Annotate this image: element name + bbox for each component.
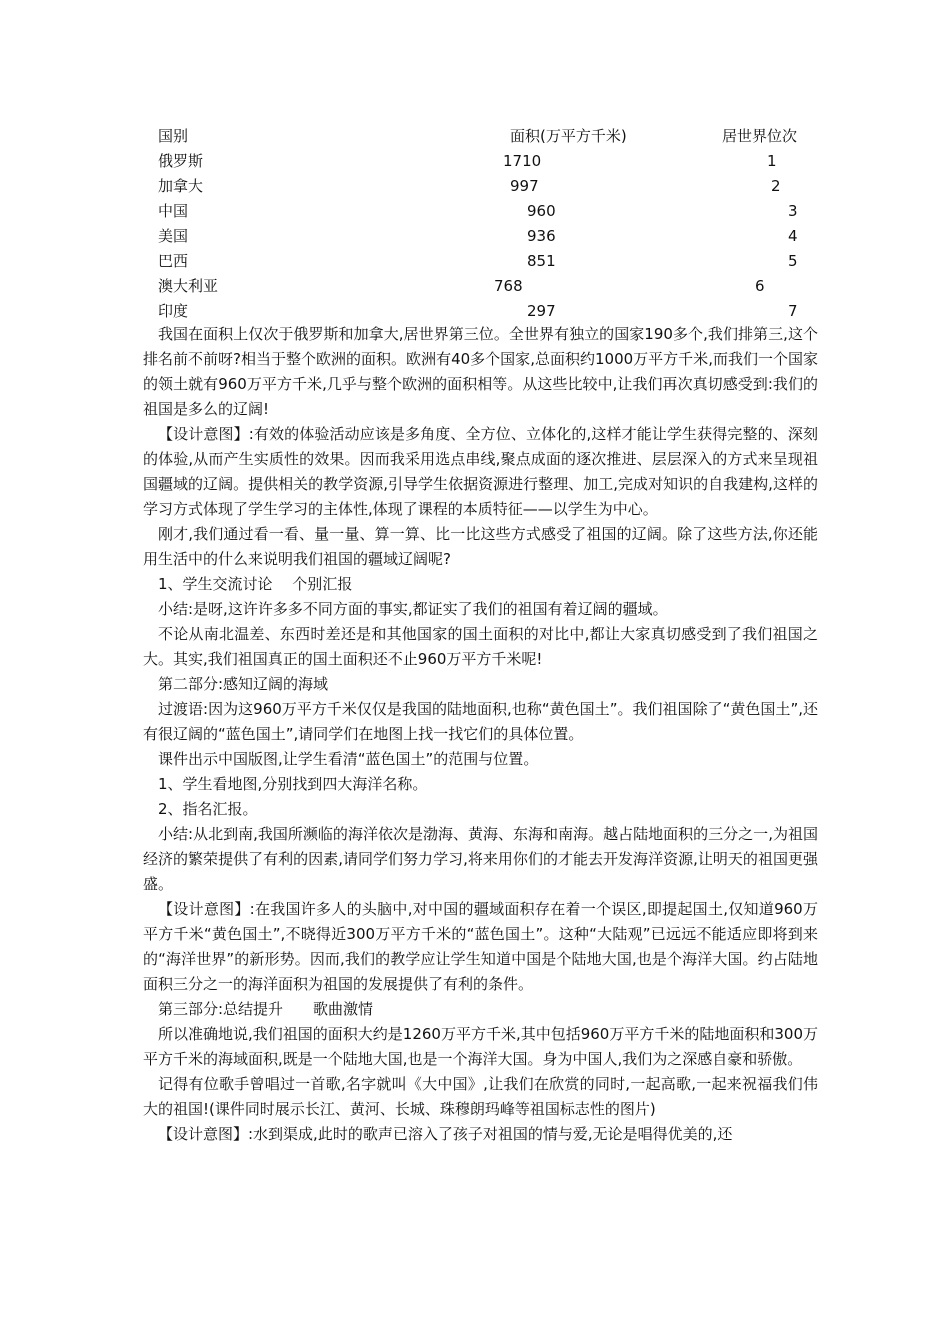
row-area: 768 (494, 277, 523, 295)
paragraph: 所以准确地说,我们祖国的面积大约是1260万平方千米,其中包括960万平方千米的陆地面积和300万平方千米的海域面积,既是一个陆地大国,也是一个海洋大国。身为中国人,我们为之深感自豪和骄傲。 (143, 1025, 818, 1068)
row-area: 1710 (503, 152, 542, 170)
row-rank: 2 (771, 177, 781, 195)
row-area: 960 (527, 202, 556, 220)
header-rank: 居世界位次 (722, 127, 798, 145)
paragraph: 【设计意图】:水到渠成,此时的歌声已溶入了孩子对祖国的情与爱,无论是唱得优美的,还 (158, 1125, 733, 1143)
table-row (0, 274, 950, 299)
table-row (0, 199, 950, 224)
paragraph: 刚才,我们通过看一看、量一量、算一算、比一比这些方式感受了祖国的辽阔。除了这些方法,你还能用生活中的什么来说明我们祖国的疆域辽阔呢? (143, 525, 818, 568)
row-area: 851 (527, 252, 556, 270)
paragraph: 小结:是呀,这许许多多不同方面的事实,都证实了我们的祖国有着辽阔的疆域。 (158, 600, 668, 618)
row-rank: 1 (767, 152, 777, 170)
paragraph: 【设计意图】:在我国许多人的头脑中,对中国的疆域面积存在着一个误区,即提起国土,仅知道960万平方千米“黄色国土”,不晓得近300万平方千米的“蓝色国土”。这种“大陆观”已远远不能适应即将到来的“海洋世界”的新形势。因而,我们的教学应让学生知道中国是个陆地大国,也是个海洋大国。约占陆地面积三分之一的海洋面积为祖国的发展提供了有利的条件。 (143, 900, 818, 993)
section-heading: 第二部分:感知辽阔的海域 (158, 675, 329, 693)
table-row (0, 174, 950, 199)
paragraph: 【设计意图】:有效的体验活动应该是多角度、全方位、立体化的,这样才能让学生获得完整的、深刻的体验,从而产生实质性的效果。因而我采用选点串线,聚点成面的逐次推进、层层深入的方式来呈现祖国疆域的辽阔。提供相关的教学资源,引导学生依据资源进行整理、加工,完成对知识的自我建构,这样的学习方式体现了学生学习的主体性,体现了课程的本质特征——以学生为中心。 (143, 425, 818, 518)
paragraph: 2、指名汇报。 (158, 800, 258, 818)
table-row (0, 149, 950, 174)
paragraph: 小结:从北到南,我国所濒临的海洋依次是渤海、黄海、东海和南海。越占陆地面积的三分之一,为祖国经济的繁荣提供了有利的因素,请同学们努力学习,将来用你们的才能去开发海洋资源,让明天的祖国更强盛。 (143, 825, 818, 893)
row-country: 中国 (158, 202, 189, 220)
row-area: 936 (527, 227, 556, 245)
table-header-row (0, 124, 950, 149)
body-text (143, 322, 818, 1147)
paragraph: 1、学生看地图,分别找到四大海洋名称。 (158, 775, 428, 793)
row-country: 俄罗斯 (158, 152, 204, 170)
row-area: 997 (510, 177, 539, 195)
row-rank: 4 (788, 227, 798, 245)
table-row (0, 224, 950, 249)
paragraph: 记得有位歌手曾唱过一首歌,名字就叫《大中国》,让我们在欣赏的同时,一起高歌,一起来祝福我们伟大的祖国!(课件同时展示长江、黄河、长城、珠穆朗玛峰等祖国标志性的图片) (143, 1075, 818, 1118)
row-country: 美国 (158, 227, 189, 245)
row-rank: 6 (755, 277, 765, 295)
paragraph: 不论从南北温差、东西时差还是和其他国家的国土面积的对比中,都让大家真切感受到了我们祖国之大。其实,我们祖国真正的国土面积还不止960万平方千米呢! (143, 625, 818, 668)
header-country: 国别 (158, 127, 189, 145)
row-area: 297 (527, 302, 556, 320)
row-country: 印度 (158, 302, 189, 320)
paragraph: 1、学生交流讨论 个别汇报 (158, 575, 353, 593)
row-country: 加拿大 (158, 177, 204, 195)
paragraph: 课件出示中国版图,让学生看清“蓝色国土”的范围与位置。 (158, 750, 539, 768)
row-country: 澳大利亚 (158, 277, 219, 295)
table-row (0, 249, 950, 274)
paragraph: 过渡语:因为这960万平方千米仅仅是我国的陆地面积,也称“黄色国土”。我们祖国除了“黄色国土”,还有很辽阔的“蓝色国土”,请同学们在地图上找一找它们的具体位置。 (143, 700, 818, 743)
row-rank: 5 (788, 252, 798, 270)
row-rank: 3 (788, 202, 798, 220)
header-area: 面积(万平方千米) (510, 127, 627, 145)
area-ranking-table (0, 124, 950, 324)
section-heading: 第三部分:总结提升 歌曲激情 (158, 1000, 374, 1018)
table-row (0, 299, 950, 324)
paragraph: 我国在面积上仅次于俄罗斯和加拿大,居世界第三位。全世界有独立的国家190多个,我们排第三,这个排名前不前呀?相当于整个欧洲的面积。欧洲有40多个国家,总面积约1000万平方千米,而我们一个国家的领土就有960万平方千米,几乎与整个欧洲的面积相等。从这些比较中,让我们再次真切感受到:我们的祖国是多么的辽阔! (143, 325, 818, 418)
row-rank: 7 (788, 302, 798, 320)
row-country: 巴西 (158, 252, 189, 270)
